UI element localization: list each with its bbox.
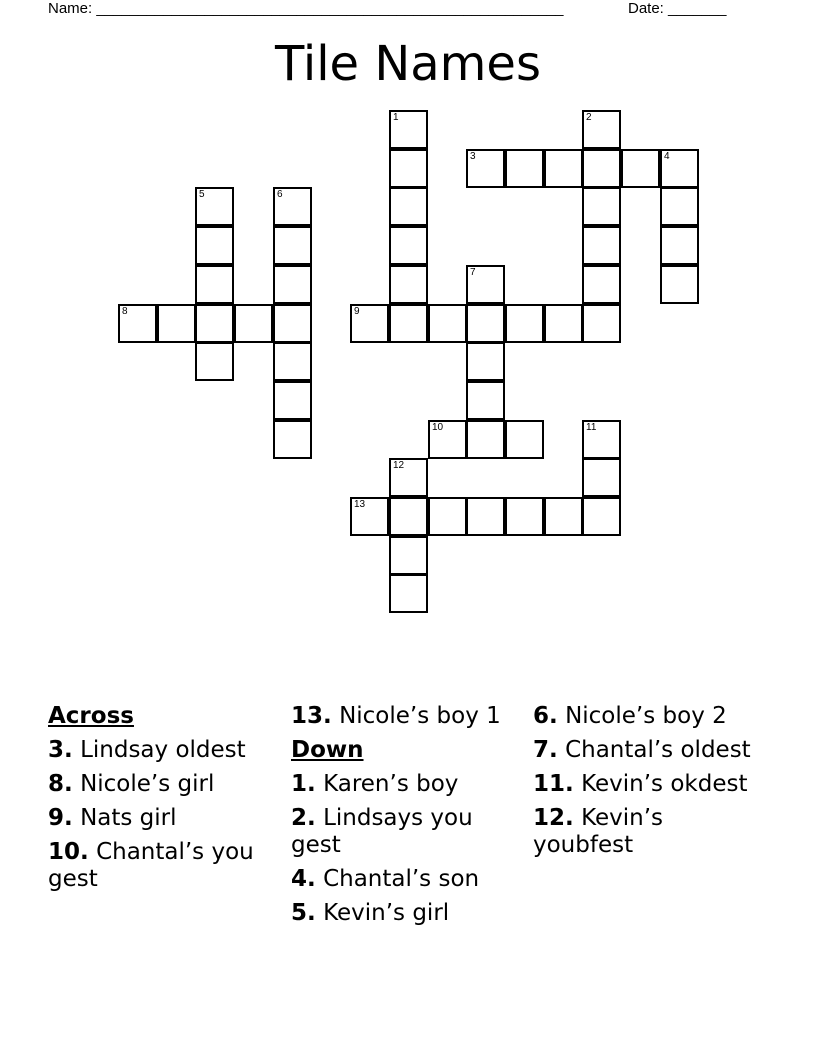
crossword-cell[interactable] bbox=[195, 265, 234, 304]
crossword-cell[interactable] bbox=[660, 187, 699, 226]
crossword-cell[interactable] bbox=[466, 265, 505, 304]
down-clue-7 bbox=[533, 737, 769, 764]
crossword-cell[interactable] bbox=[544, 304, 583, 343]
clue-number: 12. bbox=[533, 805, 574, 831]
clue-column-3 bbox=[533, 703, 769, 866]
cell-number: 6 bbox=[277, 189, 283, 200]
crossword-cell[interactable] bbox=[621, 149, 660, 188]
crossword-cell[interactable] bbox=[582, 497, 621, 536]
crossword-cell[interactable] bbox=[350, 497, 389, 536]
clue-text: Lindsays you gest bbox=[291, 805, 473, 858]
clue-number: 11. bbox=[533, 771, 574, 797]
crossword-cell[interactable] bbox=[582, 458, 621, 497]
cell-number: 10 bbox=[432, 422, 444, 433]
crossword-cell[interactable] bbox=[582, 420, 621, 459]
cell-number: 7 bbox=[470, 267, 476, 278]
crossword-cell[interactable] bbox=[389, 110, 428, 149]
crossword-cell[interactable] bbox=[466, 342, 505, 381]
cell-number: 9 bbox=[354, 306, 360, 317]
crossword-cell[interactable] bbox=[660, 265, 699, 304]
crossword-cell[interactable] bbox=[273, 226, 312, 265]
date-field-label: Date: _______ bbox=[628, 0, 727, 17]
crossword-cell[interactable] bbox=[466, 304, 505, 343]
clue-number: 8. bbox=[48, 771, 73, 797]
crossword-cell[interactable] bbox=[660, 226, 699, 265]
crossword-cell[interactable] bbox=[582, 265, 621, 304]
crossword-cell[interactable] bbox=[582, 110, 621, 149]
clue-text: Nicole’s boy 2 bbox=[565, 703, 727, 729]
clue-text: Karen’s boy bbox=[323, 771, 459, 797]
clue-number: 4. bbox=[291, 866, 316, 892]
across-clue-13 bbox=[291, 703, 527, 730]
down-clue-12 bbox=[533, 805, 769, 859]
crossword-cell[interactable] bbox=[195, 304, 234, 343]
page-title: Tile Names bbox=[275, 36, 541, 92]
crossword-cell[interactable] bbox=[428, 420, 467, 459]
crossword-cell[interactable] bbox=[505, 497, 544, 536]
crossword-cell[interactable] bbox=[273, 381, 312, 420]
down-clue-2 bbox=[291, 805, 527, 859]
crossword-cell[interactable] bbox=[195, 226, 234, 265]
down-clue-5 bbox=[291, 900, 527, 927]
down-clue-4 bbox=[291, 866, 527, 893]
clue-number: 13. bbox=[291, 703, 332, 729]
clue-text: Nicole’s boy 1 bbox=[339, 703, 501, 729]
crossword-cell[interactable] bbox=[389, 226, 428, 265]
crossword-cell[interactable] bbox=[466, 149, 505, 188]
cell-number: 3 bbox=[470, 151, 476, 162]
crossword-cell[interactable] bbox=[389, 149, 428, 188]
crossword-cell[interactable] bbox=[273, 420, 312, 459]
clue-text: Nicole’s girl bbox=[80, 771, 215, 797]
clue-number: 6. bbox=[533, 703, 558, 729]
crossword-cell[interactable] bbox=[389, 304, 428, 343]
crossword-cell[interactable] bbox=[195, 187, 234, 226]
crossword-cell[interactable] bbox=[428, 304, 467, 343]
cell-number: 8 bbox=[122, 306, 128, 317]
crossword-cell[interactable] bbox=[273, 304, 312, 343]
cell-number: 1 bbox=[393, 112, 399, 123]
crossword-cell[interactable] bbox=[389, 497, 428, 536]
crossword-cell[interactable] bbox=[389, 458, 428, 497]
cell-number: 13 bbox=[354, 499, 366, 510]
crossword-cell[interactable] bbox=[660, 149, 699, 188]
crossword-cell[interactable] bbox=[389, 574, 428, 613]
clue-text: Lindsay oldest bbox=[80, 737, 246, 763]
clue-text: Kevin’s youbfest bbox=[533, 805, 664, 858]
crossword-cell[interactable] bbox=[505, 304, 544, 343]
down-heading: Down bbox=[291, 737, 364, 763]
clue-number: 1. bbox=[291, 771, 316, 797]
crossword-cell[interactable] bbox=[544, 149, 583, 188]
clue-text: Kevin’s girl bbox=[323, 900, 450, 926]
cell-number: 4 bbox=[664, 151, 670, 162]
across-clue-9 bbox=[48, 805, 284, 832]
crossword-cell[interactable] bbox=[582, 226, 621, 265]
crossword-cell[interactable] bbox=[118, 304, 157, 343]
clue-column-2 bbox=[291, 703, 527, 934]
cell-number: 11 bbox=[586, 422, 597, 433]
across-heading: Across bbox=[48, 703, 134, 729]
down-clue-11 bbox=[533, 771, 769, 798]
crossword-cell[interactable] bbox=[389, 265, 428, 304]
clue-text: Nats girl bbox=[80, 805, 177, 831]
crossword-cell[interactable] bbox=[350, 304, 389, 343]
across-clue-10 bbox=[48, 839, 284, 893]
crossword-cell[interactable] bbox=[582, 304, 621, 343]
crossword-cell[interactable] bbox=[273, 342, 312, 381]
clue-number: 10. bbox=[48, 839, 89, 865]
crossword-cell[interactable] bbox=[157, 304, 196, 343]
crossword-cell[interactable] bbox=[389, 187, 428, 226]
clue-text: Kevin’s okdest bbox=[581, 771, 748, 797]
clue-text: Chantal’s oldest bbox=[565, 737, 751, 763]
across-clue-8 bbox=[48, 771, 284, 798]
crossword-cell[interactable] bbox=[505, 420, 544, 459]
crossword-cell[interactable] bbox=[466, 420, 505, 459]
crossword-cell[interactable] bbox=[505, 149, 544, 188]
down-clue-1 bbox=[291, 771, 527, 798]
crossword-cell[interactable] bbox=[582, 149, 621, 188]
across-clue-3 bbox=[48, 737, 284, 764]
name-field-label: Name: ________________________________________________________ bbox=[48, 0, 564, 17]
crossword-cell[interactable] bbox=[273, 265, 312, 304]
crossword-cell[interactable] bbox=[428, 497, 467, 536]
crossword-cell[interactable] bbox=[466, 497, 505, 536]
clue-column-1 bbox=[48, 703, 284, 900]
clue-number: 7. bbox=[533, 737, 558, 763]
clue-number: 3. bbox=[48, 737, 73, 763]
cell-number: 5 bbox=[199, 189, 205, 200]
cell-number: 2 bbox=[586, 112, 592, 123]
crossword-cell[interactable] bbox=[195, 342, 234, 381]
crossword-cell[interactable] bbox=[544, 497, 583, 536]
crossword-cell[interactable] bbox=[582, 187, 621, 226]
crossword-cell[interactable] bbox=[273, 187, 312, 226]
crossword-cell[interactable] bbox=[389, 536, 428, 575]
down-clue-6 bbox=[533, 703, 769, 730]
crossword-cell[interactable] bbox=[466, 381, 505, 420]
clue-text: Chantal’s you gest bbox=[48, 839, 254, 892]
clue-number: 9. bbox=[48, 805, 73, 831]
crossword-cell[interactable] bbox=[234, 304, 273, 343]
clue-number: 5. bbox=[291, 900, 316, 926]
clue-text: Chantal’s son bbox=[323, 866, 480, 892]
clue-number: 2. bbox=[291, 805, 316, 831]
cell-number: 12 bbox=[393, 460, 405, 471]
